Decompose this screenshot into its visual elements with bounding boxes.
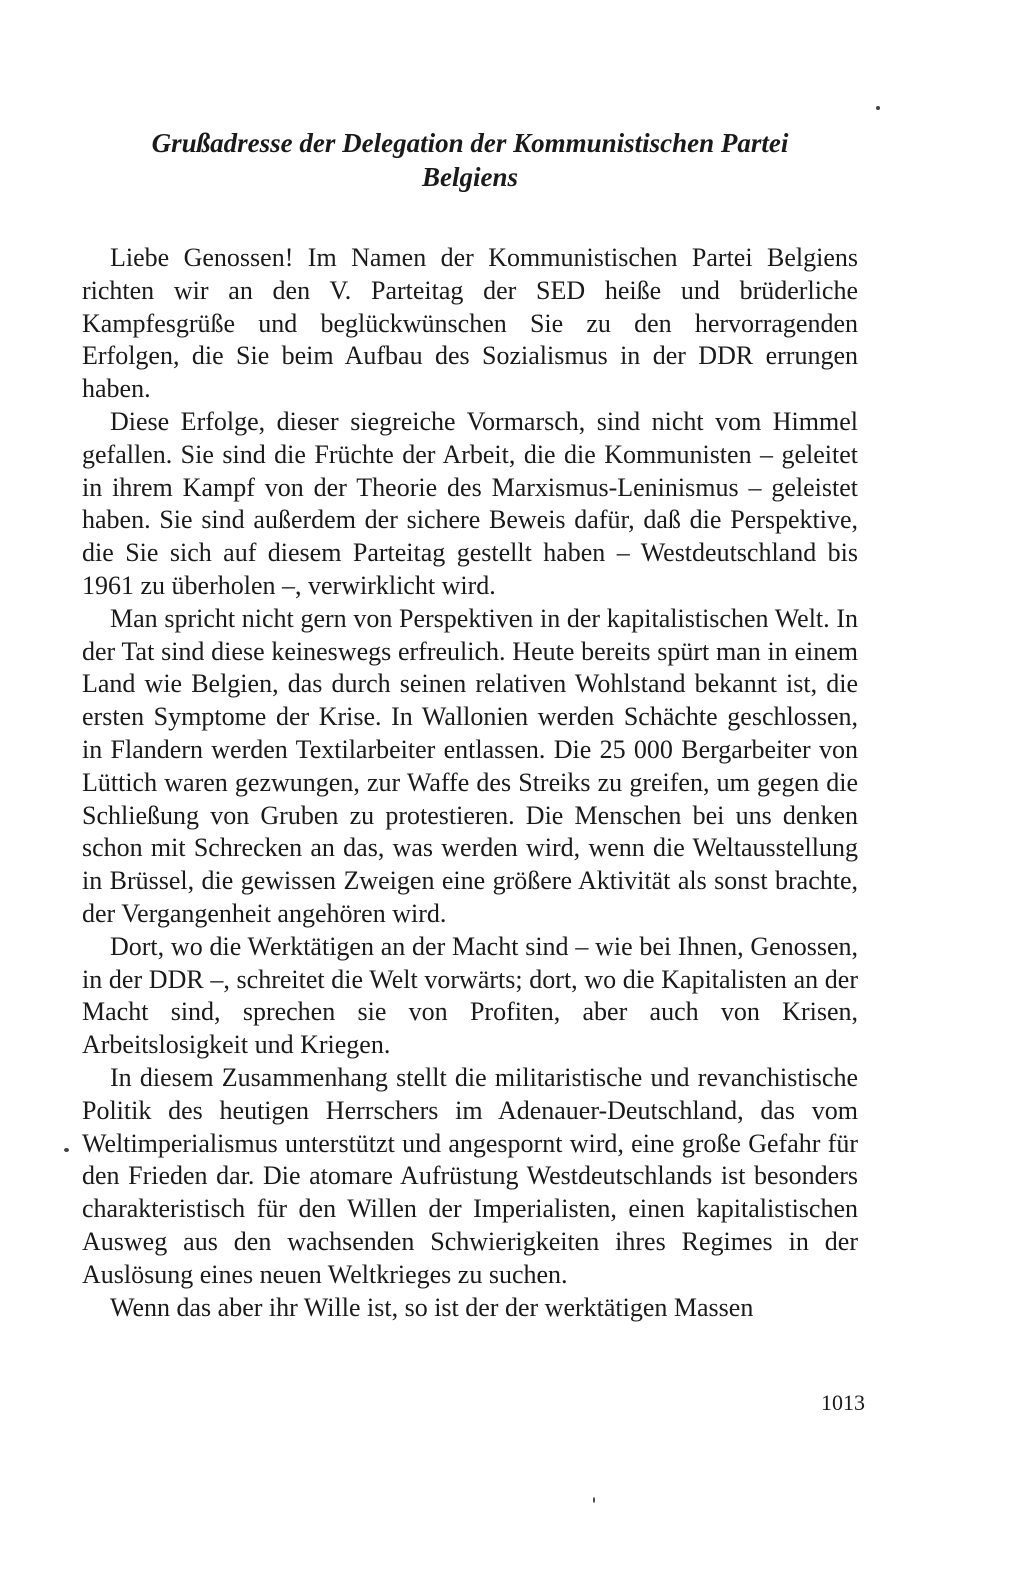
title-line-2: Belgiens (421, 162, 518, 192)
document-title (82, 126, 858, 194)
paragraph-6: Wenn das aber ihr Wille ist, so ist der der werktätigen Massen (110, 1292, 754, 1322)
scan-speck (64, 1148, 69, 1152)
paragraph-2: Diese Erfolge, dieser siegreiche Vormarsch, sind nicht vom Himmel gefallen. Sie sind die Früchte der Arbeit, die die Kommunisten – geleitet in ihrem Kampf von der Theorie des Marxismus-Leninismus – geleistet haben. Sie sind außerdem der sichere Beweis dafür, daß die Perspektive, die Sie sich auf diesem Parteitag gestellt haben – Westdeutschland bis 1961 zu überholen –, verwirklicht wird. (82, 406, 858, 600)
paragraph-1: Liebe Genossen! Im Namen der Kommunistischen Partei Belgiens richten wir an den V. Parteitag der SED heiße und brüderliche Kampfesgrüße und beglückwünschen Sie zu den hervorragenden Erfolgen, die Sie beim Aufbau des Sozialismus in der DDR errungen haben. (82, 243, 858, 404)
title-line-1: Grußadresse der Delegation der Kommunistischen Partei (151, 128, 789, 158)
paragraph-5: In diesem Zusammenhang stellt die militaristische und revanchistische Politik des heutigen Herrschers im Adenauer-Deutschland, das vom Weltimperialismus unterstützt und angespornt wird, eine große Gefahr für den Frieden dar. Die atomare Aufrüstung Westdeutschlands ist besonders charakteristisch für den Willen der Imperialisten, einen kapitalistischen Ausweg aus den wachsenden Schwierigkeiten ihres Regimes in der Auslösung eines neuen Weltkrieges zu suchen. (82, 1062, 858, 1289)
scan-speck (876, 106, 880, 110)
paragraph-3: Man spricht nicht gern von Perspektiven in der kapitalistischen Welt. In der Tat sind diese keineswegs erfreulich. Heute bereits spürt man in einem Land wie Belgien, das durch seinen relativen Wohlstand bekannt ist, die ersten Symptome der Krise. In Wallonien werden Schächte geschlossen, in Flandern werden Textilarbeiter entlassen. Die 25 000 Bergarbeiter von Lüttich waren gezwungen, zur Waffe des Streiks zu greifen, um gegen die Schließung von Gruben zu protestieren. Die Menschen bei uns denken schon mit Schrecken an das, was werden wird, wenn die Weltausstellung in Brüssel, die gewissen Zweigen eine größere Aktivität als sonst brachte, der Vergangenheit angehören wird. (82, 603, 858, 928)
paragraph-4: Dort, wo die Werktätigen an der Macht sind – wie bei Ihnen, Genossen, in der DDR –, schreitet die Welt vorwärts; dort, wo die Kapitalisten an der Macht sind, sprechen sie von Profiten, aber auch von Krisen, Arbeitslosigkeit und Kriegen. (82, 931, 858, 1060)
document-page (82, 126, 858, 1324)
page-number: 1013 (821, 1390, 865, 1415)
body-text (82, 242, 858, 1324)
scan-speck (593, 1497, 595, 1503)
